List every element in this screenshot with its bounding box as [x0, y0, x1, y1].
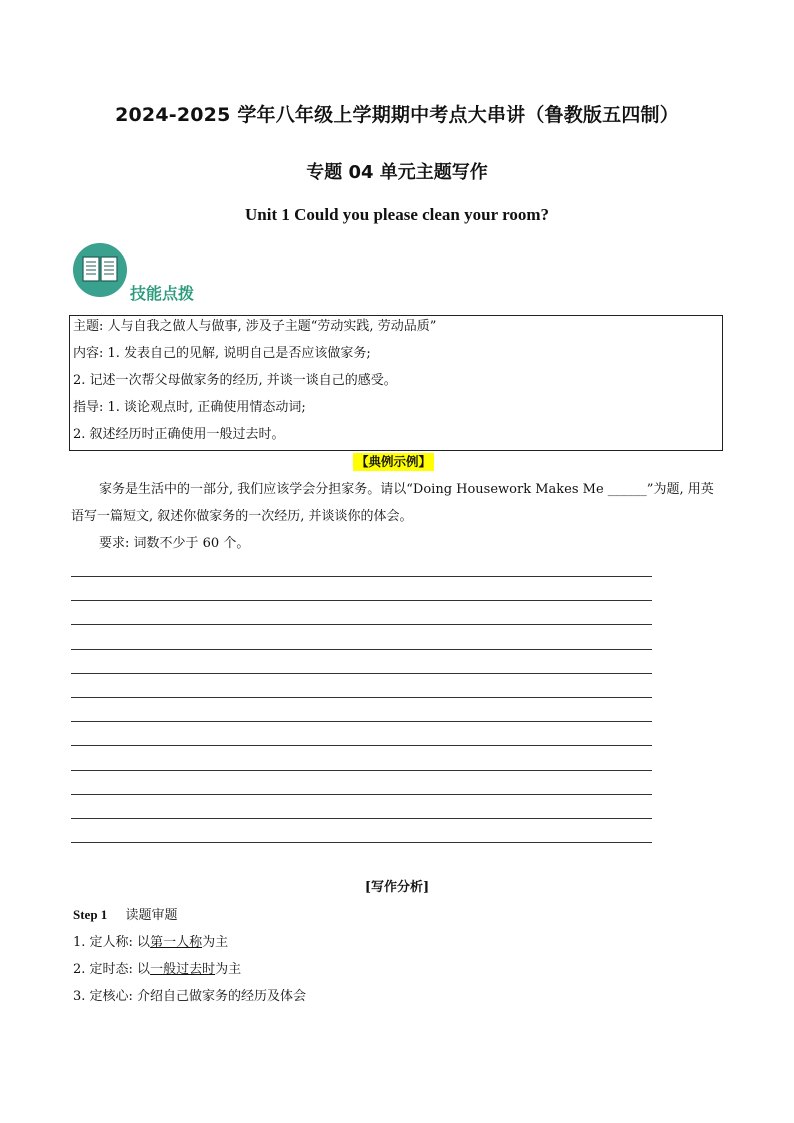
guide-line: 2. 记述一次帮父母做家务的经历, 并谈一谈自己的感受。	[73, 373, 397, 388]
analysis-item-prefix: 3. 定核心: 介绍自己做家务的经历及体会	[73, 989, 307, 1004]
analysis-item-prefix: 1. 定人称: 以	[73, 935, 151, 950]
writing-line	[71, 649, 652, 650]
book-icon	[82, 255, 118, 283]
topic-subtitle: 专题 04 单元主题写作	[306, 162, 488, 183]
document-title: 2024-2025 学年八年级上学期期中考点大串讲（鲁教版五四制）	[115, 104, 679, 126]
guide-line: 2. 叙述经历时正确使用一般过去时。	[73, 427, 285, 442]
unit-title: Unit 1 Could you please clean your room?	[245, 205, 549, 224]
guide-line: 指导: 1. 谈论观点时, 正确使用情态动词;	[73, 400, 306, 415]
writing-line	[71, 697, 652, 698]
writing-line	[71, 842, 652, 843]
step-title: 读题审题	[125, 908, 178, 923]
guide-line: 主题: 人与自我之做人与做事, 涉及子主题“劳动实践, 劳动品质”	[73, 319, 437, 334]
writing-line	[71, 576, 652, 577]
writing-line	[71, 721, 652, 722]
section-badge	[73, 243, 127, 297]
step-label: Step 1	[73, 907, 108, 922]
writing-line	[71, 673, 652, 674]
step-row	[73, 904, 177, 923]
example-tag: 【典例示例】	[353, 453, 434, 471]
writing-line	[71, 818, 652, 819]
prompt-line-1: 家务是生活中的一部分, 我们应该学会分担家务。请以“Doing Housework Makes Me ______”为题, 用英	[99, 482, 714, 497]
analysis-item-1	[73, 931, 228, 950]
analysis-item-suffix: 为主	[202, 935, 229, 950]
writing-line	[71, 794, 652, 795]
analysis-item-prefix: 2. 定时态: 以	[73, 962, 151, 977]
analysis-item-suffix: 为主	[215, 962, 242, 977]
analysis-item-emphasis: 一般过去时	[150, 962, 216, 977]
analysis-item-2	[73, 958, 241, 977]
analysis-item-emphasis: 第一人称	[150, 935, 203, 950]
section-heading: 技能点拨	[130, 284, 195, 303]
writing-line	[71, 624, 652, 625]
guide-line: 内容: 1. 发表自己的见解, 说明自己是否应该做家务;	[73, 346, 371, 361]
prompt-line-2: 语写一篇短文, 叙述你做家务的一次经历, 并谈谈你的体会。	[71, 509, 413, 524]
analysis-heading: [写作分析]	[364, 880, 430, 895]
writing-line	[71, 600, 652, 601]
analysis-item-3	[73, 985, 306, 1004]
guide-box	[69, 315, 723, 451]
writing-line	[71, 770, 652, 771]
requirement-text: 要求: 词数不少于 60 个。	[99, 536, 250, 551]
writing-line	[71, 745, 652, 746]
